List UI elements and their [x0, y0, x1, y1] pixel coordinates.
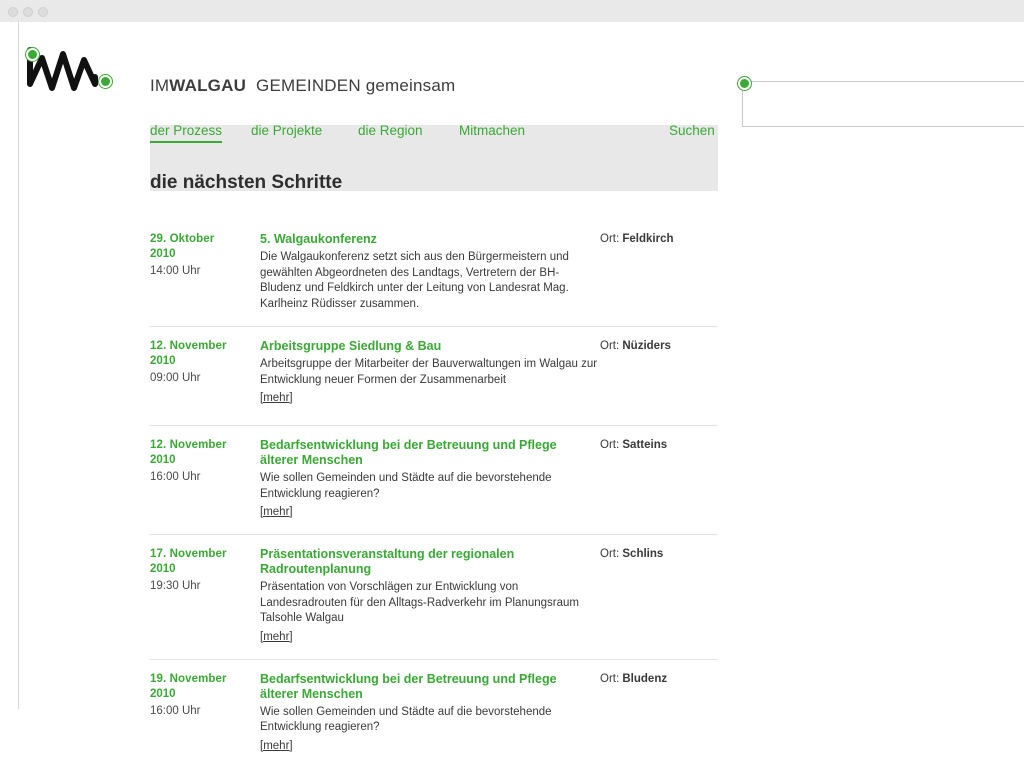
- event-date: [150, 672, 250, 719]
- site-title: [150, 76, 455, 96]
- site-title-subtitle: GEMEINDEN gemeinsam: [256, 76, 456, 95]
- event-title[interactable]: Bedarfsentwicklung bei der Betreuung und Pflege älterer Menschen: [260, 671, 557, 701]
- event-place-name: Feldkirch: [622, 233, 674, 245]
- event-description: Wie sollen Gemeinden und Städte auf die bevorstehende Entwicklung reagieren?: [260, 705, 552, 733]
- logo-node-top-icon: [26, 48, 39, 61]
- event-date: [150, 339, 250, 386]
- event-place-prefix: Ort:: [600, 548, 620, 560]
- event-body: [260, 547, 598, 645]
- nav-item-der-prozess[interactable]: der Prozess: [150, 123, 222, 143]
- event-date-day: 29. Oktober: [150, 233, 215, 245]
- event-date-year: 2010: [150, 355, 176, 367]
- event-time: 09:00 Uhr: [150, 372, 201, 384]
- event-time: 19:30 Uhr: [150, 580, 201, 592]
- list-item[interactable]: [150, 220, 718, 327]
- list-item[interactable]: [150, 660, 718, 768]
- event-place-prefix: Ort:: [600, 439, 620, 451]
- event-place: [600, 672, 718, 687]
- event-date-day: 12. November: [150, 340, 227, 352]
- event-description: Arbeitsgruppe der Mitarbeiter der Bauverwaltungen im Walgau zur Entwicklung neuer Formen der Zusammenarbeit: [260, 358, 598, 386]
- list-item[interactable]: [150, 426, 718, 535]
- event-place-name: Bludenz: [622, 672, 668, 685]
- event-date-day: 17. November: [150, 548, 227, 560]
- event-place: [600, 438, 718, 453]
- event-description: Präsentation von Vorschlägen zur Entwicklung von Landesradrouten für den Alltags-Radverkehr im Planungsraum Talsohle Walgau: [260, 581, 579, 624]
- event-date-year: 2010: [150, 454, 176, 466]
- list-item[interactable]: [150, 327, 718, 426]
- nav-item-suchen[interactable]: Suchen: [669, 123, 715, 138]
- event-place: [600, 547, 718, 562]
- left-vertical-rule: [18, 22, 19, 709]
- event-place: [600, 339, 718, 354]
- list-item[interactable]: [150, 535, 718, 660]
- event-body: [260, 672, 598, 754]
- logo-node-bottom-icon: [99, 75, 112, 88]
- search-toggle-knob-icon[interactable]: [738, 77, 751, 90]
- events-list: [150, 220, 718, 768]
- event-time: 16:00 Uhr: [150, 471, 201, 483]
- event-body: [260, 339, 598, 406]
- nav-item-mitmachen[interactable]: Mitmachen: [459, 123, 526, 138]
- site-title-im: IM: [150, 76, 170, 95]
- event-place-name: Nüziders: [622, 340, 671, 352]
- window-controls[interactable]: [8, 7, 48, 17]
- event-date-day: 12. November: [150, 439, 227, 451]
- page-content: [0, 22, 1024, 752]
- event-date: [150, 547, 250, 594]
- event-time: 16:00 Uhr: [150, 704, 201, 717]
- event-place-prefix: Ort:: [600, 340, 620, 352]
- event-description: Wie sollen Gemeinden und Städte auf die bevorstehende Entwicklung reagieren?: [260, 472, 552, 500]
- event-date: [150, 438, 250, 485]
- main-navigation: [150, 123, 720, 145]
- event-body: [260, 438, 598, 520]
- event-title[interactable]: 5. Walgaukonferenz: [260, 232, 377, 246]
- maximize-window-dot[interactable]: [38, 7, 48, 17]
- browser-titlebar: [0, 0, 1024, 23]
- event-time: 14:00 Uhr: [150, 265, 201, 277]
- event-title[interactable]: Präsentationsveranstaltung der regionalen Radroutenplanung: [260, 547, 515, 576]
- nav-item-die-projekte[interactable]: die Projekte: [251, 123, 323, 138]
- event-place: [600, 232, 718, 247]
- event-more-link[interactable]: [mehr]: [260, 630, 293, 643]
- event-date-year: 2010: [150, 248, 176, 260]
- nav-item-die-region[interactable]: die Region: [358, 123, 423, 138]
- event-date-year: 2010: [150, 563, 176, 575]
- event-place-name: Satteins: [622, 439, 668, 451]
- event-more-link[interactable]: [mehr]: [260, 506, 293, 518]
- event-place-prefix: Ort:: [600, 672, 620, 685]
- event-title[interactable]: Bedarfsentwicklung bei der Betreuung und Pflege älterer Menschen: [260, 438, 557, 467]
- event-title[interactable]: Arbeitsgruppe Siedlung & Bau: [260, 339, 442, 353]
- event-date: [150, 232, 250, 279]
- page-title: die nächsten Schritte: [150, 172, 343, 193]
- event-date-day: 19. November: [150, 672, 227, 685]
- event-body: [260, 232, 598, 312]
- site-title-walgau: WALGAU: [169, 76, 247, 95]
- event-more-link[interactable]: [mehr]: [260, 739, 293, 752]
- close-window-dot[interactable]: [8, 7, 18, 17]
- event-place-prefix: Ort:: [600, 233, 620, 245]
- event-date-year: 2010: [150, 687, 176, 700]
- search-panel[interactable]: [742, 81, 1024, 127]
- event-place-name: Schlins: [622, 548, 664, 560]
- event-description: Die Walgaukonferenz setzt sich aus den Bürgermeistern und gewählten Abgeordneten des Landtags, Vertretern der BH-Bludenz und Feldkirch unter der Leitung von Landesrat Mag. Karlheinz Rüdisser zusammen.: [260, 251, 569, 310]
- event-more-link[interactable]: [mehr]: [260, 392, 293, 404]
- minimize-window-dot[interactable]: [23, 7, 33, 17]
